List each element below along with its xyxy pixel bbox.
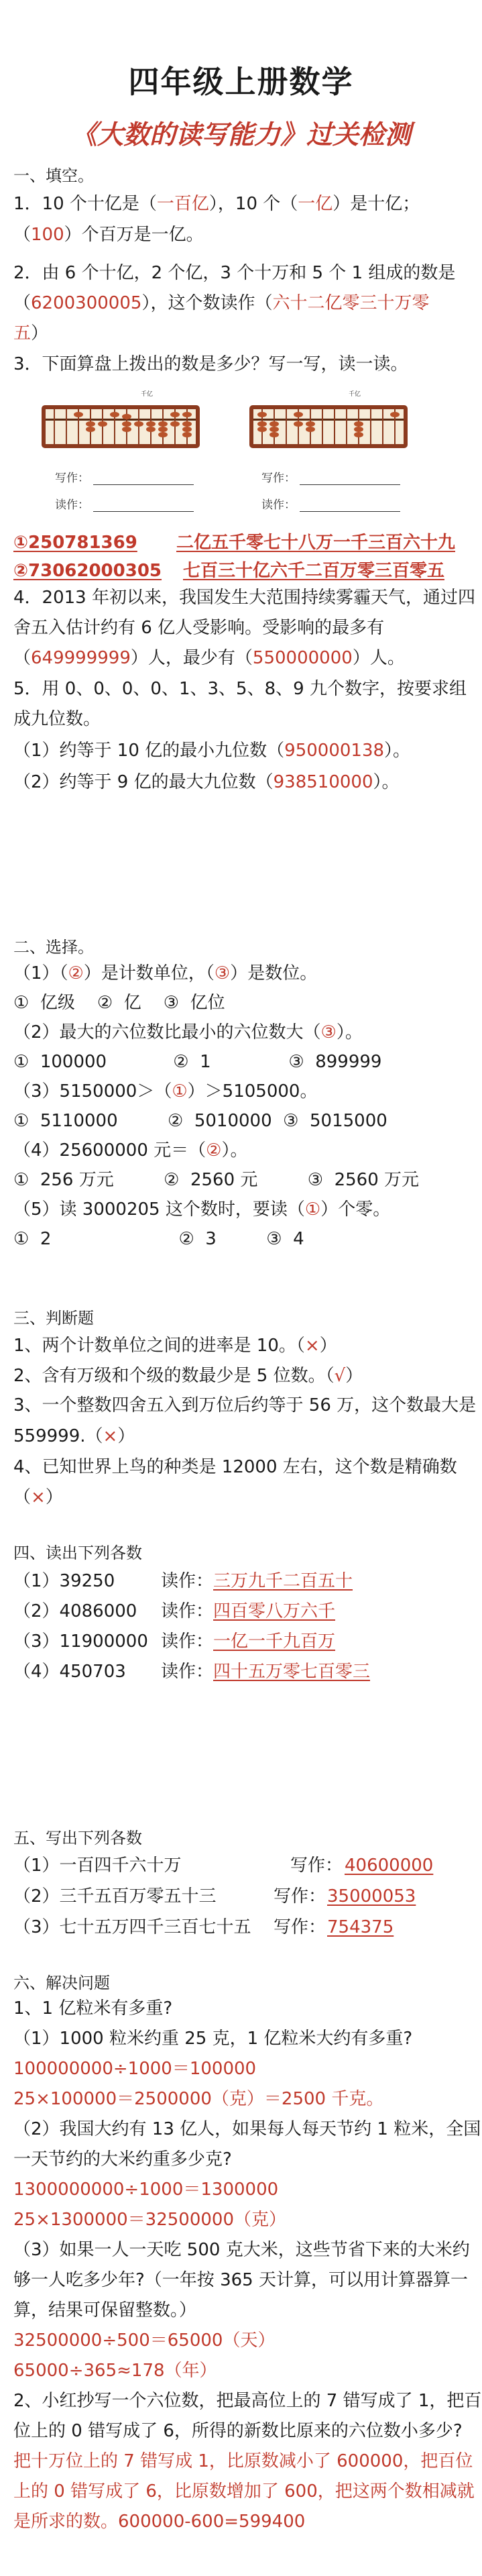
q-text: ）。 <box>336 1022 363 1042</box>
solution-line: 把十万位上的 7 错写成 1，比原数减小了 600000，把百位 <box>13 2451 473 2471</box>
q-text: ）个百万是一亿。 <box>64 225 204 245</box>
write-row <box>13 1853 473 1879</box>
problem-line: 够一人吃多少年?（一年按 365 天计算，可以用计算器算一 <box>13 2270 468 2290</box>
q-text: （ <box>13 225 32 245</box>
q-text: ）个零。 <box>320 1199 391 1220</box>
section-heading-judge: 三、判断题 <box>13 1309 94 1328</box>
answer: ③ <box>214 963 231 983</box>
answer: 6200300005 <box>31 293 142 313</box>
question-2a: 2．由 6 个十亿，2 个亿，3 个十万和 5 个 1 组成的数是 <box>13 263 456 283</box>
solution-line: 1300000000÷1000＝1300000 <box>13 2180 279 2200</box>
answer: 一亿一千九百万 <box>213 1631 336 1652</box>
q-text: ）。 <box>384 741 411 761</box>
number-words: （2）三千五百万零五十三 <box>13 1886 217 1907</box>
problem-line: 位上的 0 错写成了 6，所得的新数比原来的六位数小多少? <box>13 2421 463 2441</box>
question-5d <box>13 769 473 796</box>
write-label: 写作： <box>274 1886 326 1907</box>
number: （3）11900000 <box>13 1631 148 1652</box>
answer: 35000053 <box>327 1886 416 1907</box>
number: （1）39250 <box>13 1571 115 1591</box>
question-5c <box>13 738 473 764</box>
q-text: （ <box>13 1487 32 1507</box>
q-text: （ <box>13 293 32 313</box>
problem-line: （3）如果一人一天吃 500 克大米，这些节省下来的大米约 <box>13 2240 470 2260</box>
q-text: （2）约等于 9 亿的最大九位数（ <box>13 772 274 792</box>
abacus-answer-1 <box>13 530 473 556</box>
number: （4）450703 <box>13 1662 126 1682</box>
choice-2-options: ① 100000 ② 1 ③ 899999 <box>13 1052 382 1072</box>
q-text: 559999.（ <box>13 1426 103 1446</box>
section-heading-read: 四、读出下列各数 <box>13 1544 142 1562</box>
q-text: （5）读 3000205 这个数时，要读（ <box>13 1199 305 1220</box>
solution-line: 25×100000＝2500000（克）＝2500 千克。 <box>13 2089 384 2109</box>
q-text: 2、含有万级和个级的数最少是 5 位数。（ <box>13 1366 335 1386</box>
answer: × <box>103 1426 118 1446</box>
answer: 四百零八万六千 <box>213 1601 336 1621</box>
q-text: （ <box>13 648 32 668</box>
q-text: ）＞5105000。 <box>187 1081 318 1102</box>
field-label: 读作： <box>55 498 89 512</box>
solution-line: 上的 0 错写成了 6，比原数增加了 600，把这两个数相减就 <box>13 2481 475 2502</box>
answer: 六十二亿零三十万零 <box>272 293 430 313</box>
abacus-beam <box>46 419 196 421</box>
abacus-image-1 <box>40 389 201 449</box>
read-row <box>13 1629 473 1655</box>
answer: 754375 <box>327 1917 394 1937</box>
read-label: 读作： <box>161 1601 214 1621</box>
choice-5-options: ① 2 ② 3 ③ 4 <box>13 1229 304 1249</box>
answer: 950000138 <box>284 741 385 761</box>
field-label: 写作： <box>55 472 89 485</box>
solution-line: 25×1300000＝32500000（克） <box>13 2210 286 2230</box>
answer: ① <box>172 1081 188 1102</box>
answer: √ <box>334 1366 346 1386</box>
q-text: （4）25600000 元＝（ <box>13 1140 206 1161</box>
q-text: （1）约等于 10 亿的最小九位数（ <box>13 741 285 761</box>
judge-3a: 3、一个整数四舍五入到万位后约等于 56 万，这个数最大是 <box>13 1395 477 1415</box>
problem-line: 一天节约的大米约重多少克? <box>13 2149 232 2169</box>
problem-line: 算，结果可保留整数。） <box>13 2300 197 2320</box>
read-label: 读作： <box>161 1571 214 1591</box>
answer: ② <box>68 963 84 983</box>
field-label: 读作： <box>261 498 296 512</box>
choice-2 <box>13 1020 473 1046</box>
q-text: ）人，最少有（ <box>130 648 253 668</box>
blank-line <box>300 499 400 512</box>
section-heading-write: 五、写出下列各数 <box>13 1829 142 1847</box>
answer: 550000000 <box>252 648 353 668</box>
answer: 一亿 <box>298 194 333 214</box>
question-3: 3．下面算盘上拨出的数是多少？写一写，读一读。 <box>13 354 408 374</box>
page-title: 四年级上册数学 <box>128 64 354 100</box>
read-row <box>13 1659 473 1685</box>
q-text: ） <box>345 1366 363 1386</box>
choice-1 <box>13 961 473 987</box>
abacus-inner <box>253 409 404 444</box>
problem-line: 2、小红抄写一个六位数，把最高位上的 7 错写成了 1，把百 <box>13 2391 482 2411</box>
judge-4a: 4、已知世界上鸟的种类是 12000 左右，这个数是精确数 <box>13 1457 457 1477</box>
q-text: ） <box>45 1487 63 1507</box>
solution-line: 100000000÷1000＝100000 <box>13 2059 257 2079</box>
read-row <box>13 1568 473 1595</box>
solution-line: 32500000÷500＝65000（天） <box>13 2330 276 2351</box>
read-label: 读作： <box>161 1631 214 1652</box>
problem-line: （2）我国大约有 13 亿人，如果每人每天节约 1 粒米，全国 <box>13 2119 481 2139</box>
question-2b <box>13 290 473 317</box>
solution-line: 是所求的数。600000-600=599400 <box>13 2512 306 2532</box>
problem-line: 1、1 亿粒米有多重? <box>13 1998 173 2019</box>
question-5b: 成九位数。 <box>13 709 101 729</box>
blank-line <box>93 472 194 485</box>
answer: 一百亿 <box>156 194 209 214</box>
abacus-image-2 <box>248 389 409 449</box>
q-text: ）。 <box>221 1140 248 1161</box>
answer: ① <box>304 1199 321 1220</box>
q-text: （1）（ <box>13 963 68 983</box>
answer: 二亿五千零七十八万一千三百六十九 <box>176 533 456 553</box>
answer: 649999999 <box>31 648 131 668</box>
answer: 五 <box>13 323 32 343</box>
answer: ③ <box>320 1022 337 1042</box>
q-text: ），10 个（ <box>208 194 298 214</box>
question-1a <box>13 191 473 217</box>
q-text: ） <box>117 1426 135 1446</box>
q-text: ）是十亿； <box>333 194 420 214</box>
q-text: （3）5150000＞（ <box>13 1081 172 1102</box>
choice-3 <box>13 1079 473 1105</box>
answer: 938510000 <box>273 772 373 792</box>
number-words: （1）一百四千六十万 <box>13 1856 182 1876</box>
judge-1 <box>13 1333 473 1359</box>
write-label: 写作： <box>290 1856 343 1876</box>
abacus-answer-2 <box>13 558 473 584</box>
answer: × <box>31 1487 46 1507</box>
abacus-beam <box>253 419 404 421</box>
choice-4-options: ① 256 万元 ② 2560 元 ③ 2560 万元 <box>13 1170 420 1190</box>
section-heading-fill: 一、填空。 <box>13 166 94 185</box>
solution-line: 65000÷365≈178（年） <box>13 2361 217 2381</box>
read-field-1[interactable] <box>55 495 194 512</box>
question-4b: 舍五入估计约有 6 亿人受影响。受影响的最多有 <box>13 618 385 638</box>
q-text: ），这个数读作（ <box>141 293 273 313</box>
section-heading-problems: 六、解决问题 <box>13 1974 110 1992</box>
q-text: ）。 <box>373 772 400 792</box>
write-field-2[interactable] <box>261 468 400 485</box>
q-text: （2）最大的六位数比最小的六位数大（ <box>13 1022 321 1042</box>
q-text: ） <box>31 323 49 343</box>
judge-3b <box>13 1424 473 1450</box>
answer: 三万九千二百五十 <box>213 1571 353 1591</box>
section-heading-choice: 二、选择。 <box>13 938 94 957</box>
answer: 40600000 <box>345 1856 434 1876</box>
write-row <box>13 1884 473 1910</box>
question-4c <box>13 645 473 672</box>
blank-line <box>300 472 400 485</box>
number-words: （3）七十五万四千三百七十五 <box>13 1917 251 1937</box>
answer: 四十五万零七百零三 <box>213 1662 371 1682</box>
answer: ②73062000305 <box>13 561 162 581</box>
answer: ①250781369 <box>13 533 137 553</box>
abacus-label: 千亿 <box>349 391 361 398</box>
read-field-2[interactable] <box>261 495 400 512</box>
number: （2）4086000 <box>13 1601 137 1621</box>
choice-3-options: ① 5110000 ② 5010000 ③ 5015000 <box>13 1111 387 1131</box>
write-row <box>13 1915 473 1941</box>
read-label: 读作： <box>161 1662 214 1682</box>
q-text: ） <box>319 1336 337 1356</box>
field-label: 写作： <box>261 472 296 485</box>
q-text: ）是计数单位，（ <box>83 963 215 983</box>
answer: ② <box>206 1140 222 1161</box>
judge-4b <box>13 1485 473 1511</box>
answer: × <box>304 1336 320 1356</box>
judge-2 <box>13 1363 473 1389</box>
choice-5 <box>13 1197 473 1223</box>
read-row <box>13 1599 473 1625</box>
q-text: ）是数位。 <box>230 963 318 983</box>
answer: 100 <box>31 225 64 245</box>
q-text: ）人。 <box>352 648 405 668</box>
question-2c <box>13 321 473 347</box>
question-5a: 5．用 0、0、0、0、1、3、5、8、9 九个数字，按要求组 <box>13 679 467 699</box>
q-text: 1．10 个十亿是（ <box>13 194 157 214</box>
choice-4 <box>13 1138 473 1164</box>
abacus-label: 千亿 <box>141 391 154 398</box>
page-subtitle: 《大数的读写能力》过关检测 <box>70 120 411 150</box>
problem-line: （1）1000 粒米约重 25 克，1 亿粒米大约有多重? <box>13 2029 413 2049</box>
question-4a: 4．2013 年初以来，我国发生大范围持续雾霾天气，通过四 <box>13 588 475 608</box>
choice-1-options: ① 亿级 ② 亿 ③ 亿位 <box>13 993 225 1013</box>
question-1b <box>13 222 473 248</box>
q-text: 1、两个计数单位之间的进率是 10。（ <box>13 1336 305 1356</box>
blank-line <box>93 499 194 512</box>
answer: 七百三十亿六千二百万零三百零五 <box>183 561 445 581</box>
write-field-1[interactable] <box>55 468 194 485</box>
write-label: 写作： <box>274 1917 326 1937</box>
